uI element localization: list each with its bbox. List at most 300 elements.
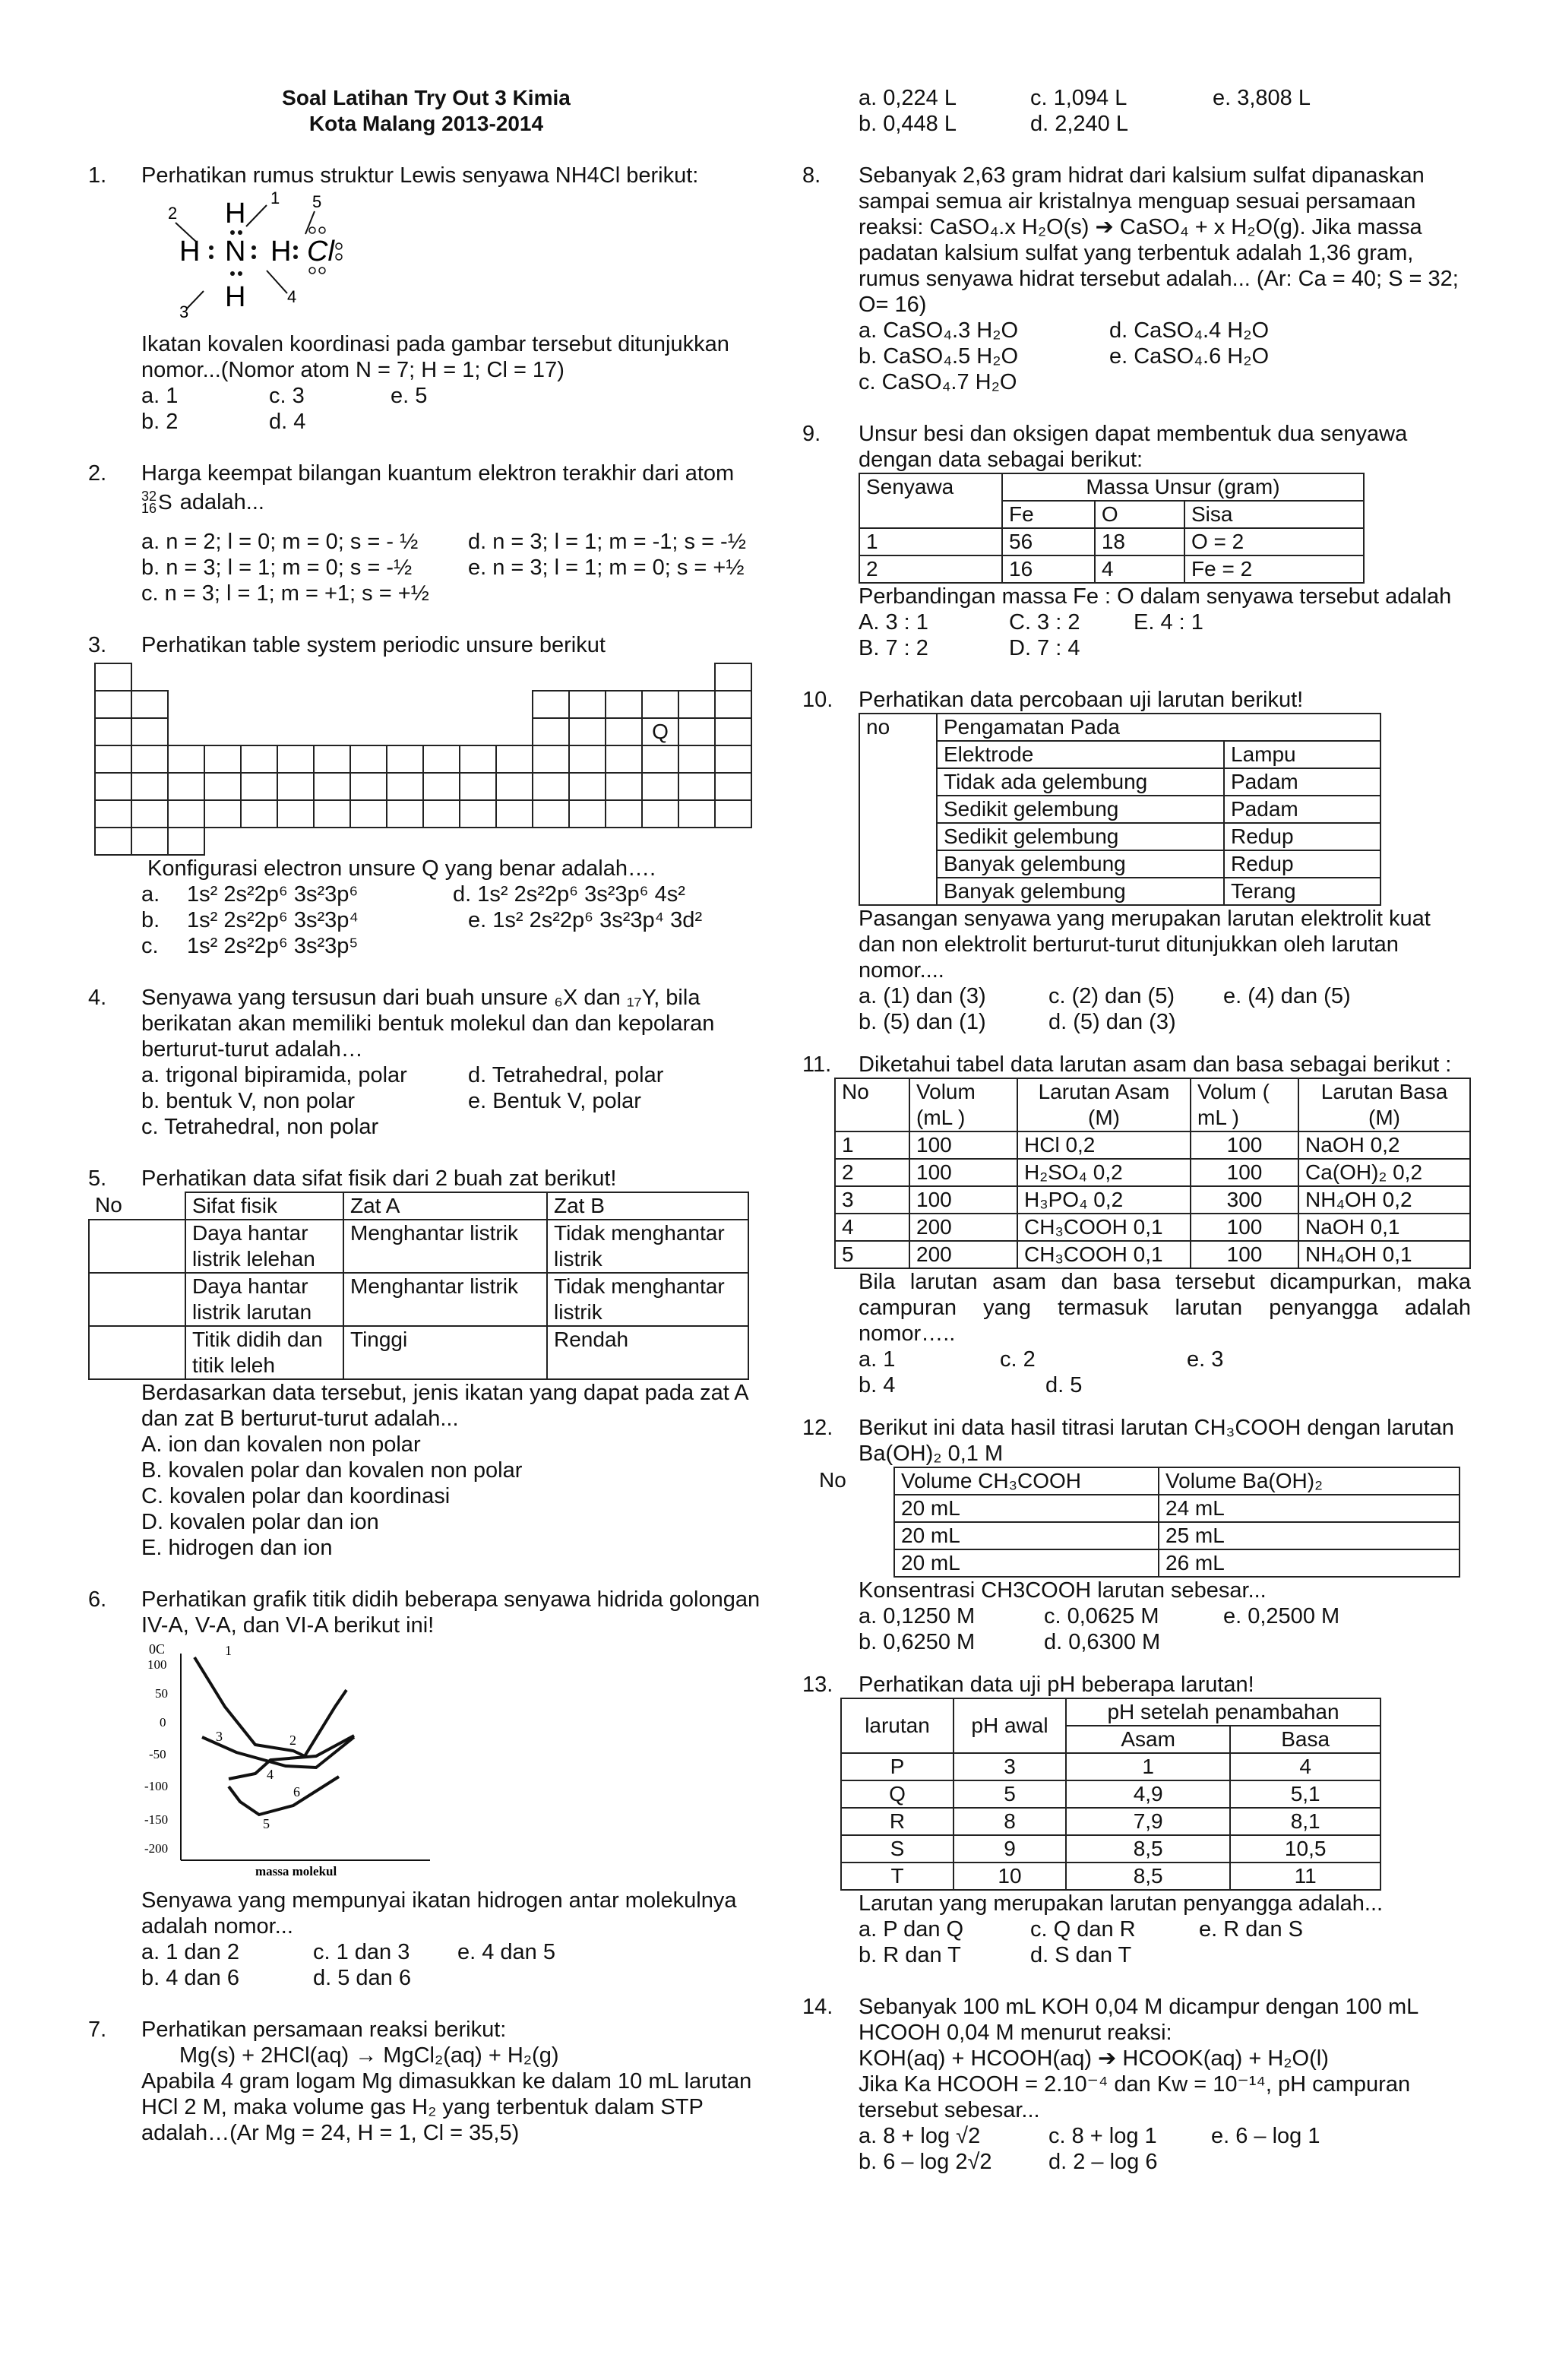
option-c[interactable]: c. 3 bbox=[269, 384, 305, 408]
element-q: Q bbox=[642, 718, 678, 745]
cell: 1 bbox=[1066, 1753, 1230, 1780]
lewis-structure-diagram bbox=[157, 188, 384, 325]
table-row bbox=[859, 768, 1380, 796]
curve-label-2: 2 bbox=[289, 1733, 296, 1748]
cell: 16 bbox=[1002, 555, 1095, 583]
option-e[interactable]: e. 0,2500 M bbox=[1223, 1604, 1340, 1628]
cell: CH₃COOH 0,1 bbox=[1017, 1241, 1191, 1268]
col-header-no: No bbox=[835, 1078, 909, 1131]
q7-option-b[interactable]: b. 0,448 L bbox=[859, 112, 957, 136]
option-b[interactable]: b. 2 bbox=[141, 410, 179, 434]
right-column bbox=[802, 85, 1471, 2175]
question-text-2: Pasangan senyawa yang merupakan larutan elektrolit kuat dan non elektrolit berturut-turut ditunjukkan oleh larutan nomor.... bbox=[859, 907, 1431, 983]
col-header-base: Larutan Basa (M) bbox=[1298, 1078, 1470, 1131]
option-b[interactable]: b. 4 dan 6 bbox=[141, 1966, 239, 1990]
option-d[interactable]: d. 2 – log 6 bbox=[1048, 2150, 1158, 2174]
cell: 200 bbox=[909, 1214, 1017, 1241]
question-number: 11. bbox=[802, 1052, 832, 1077]
option-d[interactable]: D. 7 : 4 bbox=[1009, 636, 1080, 660]
col-header-o: O bbox=[1095, 501, 1184, 528]
option-b[interactable]: B. 7 : 2 bbox=[859, 636, 928, 660]
col-header-ph-after: pH setelah penambahan bbox=[1066, 1698, 1380, 1726]
q7-option-a[interactable]: a. 0,224 L bbox=[859, 86, 957, 110]
table-row bbox=[859, 528, 1364, 555]
option-d[interactable]: d. 1s² 2s²2p⁶ 3s²3p⁶ 4s² bbox=[453, 882, 685, 907]
question-text-2: Berdasarkan data tersebut, jenis ikatan yang dapat pada zat A dan zat B berturut-turut adalah... bbox=[141, 1381, 748, 1431]
cell: Tidak menghantar listrik bbox=[547, 1220, 748, 1273]
cell: Tidak ada gelembung bbox=[937, 768, 1224, 796]
cell: Q bbox=[841, 1780, 954, 1808]
cell: Daya hantar listrik larutan bbox=[185, 1273, 343, 1326]
col-header-acid: Larutan Asam (M) bbox=[1017, 1078, 1191, 1131]
option-d[interactable]: d. Tetrahedral, polar bbox=[468, 1063, 664, 1087]
table-row bbox=[841, 1780, 1380, 1808]
cell: H₂SO₄ 0,2 bbox=[1017, 1159, 1191, 1186]
question-text: Perhatikan grafik titik didih beberapa senyawa hidrida golongan IV-A, V-A, dan VI-A berikut ini! bbox=[141, 1587, 761, 1638]
option-c[interactable]: c. 0,0625 M bbox=[1044, 1604, 1159, 1628]
left-column bbox=[88, 85, 764, 2146]
option-d[interactable]: d. 4 bbox=[269, 410, 306, 434]
question-text-2: adalah... bbox=[179, 490, 264, 514]
option-d[interactable]: d. 5 bbox=[1045, 1373, 1083, 1397]
cell: Ca(OH)₂ 0,2 bbox=[1298, 1159, 1470, 1186]
option-d[interactable]: d. (5) dan (3) bbox=[1048, 1010, 1176, 1034]
option-b[interactable]: b. bentuk V, non polar bbox=[141, 1089, 356, 1113]
option-b[interactable]: b. (5) dan (1) bbox=[859, 1010, 986, 1034]
cell: CH₃COOH 0,1 bbox=[1017, 1214, 1191, 1241]
option-c[interactable]: C. kovalen polar dan koordinasi bbox=[141, 1484, 451, 1508]
cell: 2 bbox=[835, 1159, 909, 1186]
cell: 5 bbox=[954, 1780, 1066, 1808]
col-header-base-volume: Volum ( mL ) bbox=[1191, 1078, 1298, 1131]
iron-oxide-table bbox=[859, 473, 1365, 584]
cell: HCl 0,2 bbox=[1017, 1131, 1191, 1159]
option-e[interactable]: E. hidrogen dan ion bbox=[141, 1536, 333, 1560]
question-number: 12. bbox=[802, 1416, 833, 1440]
cell: 100 bbox=[909, 1131, 1017, 1159]
y-tick: 0 bbox=[160, 1715, 166, 1730]
question-12 bbox=[802, 1415, 1471, 1655]
col-header-rest: Sisa bbox=[1184, 501, 1364, 528]
atomic-number: 16 bbox=[141, 501, 157, 516]
option-e[interactable]: e. R dan S bbox=[1199, 1917, 1304, 1942]
question-text-2: Larutan yang merupakan larutan penyangga adalah... bbox=[859, 1891, 1384, 1916]
cell: Menghantar listrik bbox=[343, 1273, 547, 1326]
question-text: Unsur besi dan oksigen dapat membentuk dua senyawa dengan data sebagai berikut: bbox=[859, 422, 1408, 472]
table-row bbox=[835, 1241, 1470, 1268]
option-c[interactable]: 1s² 2s²2p⁶ 3s²3p⁵ bbox=[187, 934, 359, 958]
atom-h-right: H bbox=[270, 236, 292, 267]
cell: R bbox=[841, 1808, 954, 1835]
cell: NH₄OH 0,1 bbox=[1298, 1241, 1470, 1268]
option-c[interactable]: c. (2) dan (5) bbox=[1048, 984, 1175, 1008]
option-a[interactable]: a. 8 + log √2 bbox=[859, 2124, 981, 2148]
reaction-equation: KOH(aq) + HCOOH(aq) ➔ HCOOK(aq) + H₂O(l) bbox=[859, 2046, 1329, 2071]
question-9 bbox=[802, 421, 1471, 661]
option-a[interactable]: a. 1 bbox=[859, 1347, 896, 1372]
option-d[interactable]: D. kovalen polar dan ion bbox=[141, 1510, 379, 1534]
table-row bbox=[835, 1186, 1470, 1214]
cell: 4 bbox=[1095, 555, 1184, 583]
q7-option-c[interactable]: c. 1,094 L bbox=[1030, 86, 1127, 110]
table-row bbox=[841, 1863, 1380, 1890]
col-header-property: Sifat fisik bbox=[185, 1192, 343, 1220]
question-number: 9. bbox=[802, 422, 821, 446]
titration-table bbox=[813, 1467, 1460, 1578]
curve-label-5: 5 bbox=[263, 1816, 270, 1831]
question-number: 1. bbox=[88, 163, 107, 188]
cell: Padam bbox=[1224, 768, 1380, 796]
cell: 20 mL bbox=[894, 1495, 1159, 1522]
col-header-mass: Massa Unsur (gram) bbox=[1002, 473, 1364, 501]
option-a-letter[interactable]: a. bbox=[141, 882, 160, 907]
question-text-2: Perbandingan massa Fe : O dalam senyawa tersebut adalah bbox=[859, 584, 1452, 609]
question-text-2: Konsentrasi CH3COOH larutan sebesar... bbox=[859, 1578, 1267, 1603]
cell: P bbox=[841, 1753, 954, 1780]
y-tick: -200 bbox=[144, 1841, 169, 1856]
y-tick: 100 bbox=[147, 1657, 167, 1672]
cell: Titik didih dan titik leleh bbox=[185, 1326, 343, 1379]
option-b-letter[interactable]: b. bbox=[141, 908, 160, 932]
col-header-no: No bbox=[819, 1468, 846, 1492]
question-11 bbox=[802, 1052, 1471, 1398]
option-e[interactable]: e. 4 dan 5 bbox=[457, 1940, 555, 1964]
option-e[interactable]: e. 3 bbox=[1187, 1347, 1224, 1372]
option-c[interactable]: c. 8 + log 1 bbox=[1048, 2124, 1157, 2148]
physical-properties-table bbox=[88, 1192, 749, 1380]
cell: 5,1 bbox=[1230, 1780, 1380, 1808]
table-row bbox=[859, 796, 1380, 823]
atom-n: N bbox=[225, 236, 246, 267]
question-text: Perhatikan persamaan reaksi berikut: bbox=[141, 2018, 507, 2042]
table-row bbox=[813, 1495, 1460, 1522]
cell: 1 bbox=[859, 528, 1002, 555]
option-d[interactable]: d. CaSO₄.4 H₂O bbox=[1109, 318, 1270, 343]
cell: 7,9 bbox=[1066, 1808, 1230, 1835]
cell: 100 bbox=[1191, 1131, 1298, 1159]
table-row bbox=[813, 1549, 1460, 1577]
cell: 100 bbox=[909, 1186, 1017, 1214]
diagram-label-1: 1 bbox=[270, 188, 280, 207]
cell: Redup bbox=[1224, 850, 1380, 878]
cell: 4,9 bbox=[1066, 1780, 1230, 1808]
acid-base-table bbox=[834, 1078, 1471, 1269]
question-number: 3. bbox=[88, 633, 107, 657]
cell: 20 mL bbox=[894, 1522, 1159, 1549]
question-text: Senyawa yang tersusun dari buah unsure ₆X dan ₁₇Y, bila berikatan akan memiliki bentuk molekul dan dan kepolaran berturut-turut adalah… bbox=[141, 986, 715, 1062]
y-tick: -100 bbox=[144, 1779, 169, 1793]
col-header-acid-volume: Volume CH₃COOH bbox=[894, 1467, 1159, 1495]
cell: 1 bbox=[835, 1131, 909, 1159]
option-a[interactable]: A. 3 : 1 bbox=[859, 610, 928, 635]
cell: 20 mL bbox=[894, 1549, 1159, 1577]
curve-label-3: 3 bbox=[216, 1729, 223, 1744]
option-e[interactable]: e. 6 – log 1 bbox=[1211, 2124, 1320, 2148]
option-e[interactable]: e. CaSO₄.6 H₂O bbox=[1109, 344, 1270, 369]
option-c[interactable]: c. Tetrahedral, non polar bbox=[141, 1115, 379, 1139]
option-c[interactable]: c. 1 dan 3 bbox=[313, 1940, 410, 1964]
table-row bbox=[859, 823, 1380, 850]
question-4 bbox=[88, 985, 764, 1140]
col-header-acid-volume: Volum (mL ) bbox=[909, 1078, 1017, 1131]
option-b[interactable]: b. 4 bbox=[859, 1373, 896, 1397]
option-b[interactable]: B. kovalen polar dan kovalen non polar bbox=[141, 1458, 523, 1483]
col-header-electrode: Elektrode bbox=[937, 741, 1224, 768]
cell: Tinggi bbox=[343, 1326, 547, 1379]
curve-label-6: 6 bbox=[293, 1784, 300, 1799]
option-d[interactable]: d. 5 dan 6 bbox=[313, 1966, 411, 1990]
option-b[interactable]: b. 0,6250 M bbox=[859, 1630, 976, 1654]
option-e[interactable]: e. Bentuk V, polar bbox=[468, 1089, 641, 1113]
question-8 bbox=[802, 163, 1471, 395]
cell: Sedikit gelembung bbox=[937, 823, 1224, 850]
table-row bbox=[859, 555, 1364, 583]
table-row bbox=[859, 850, 1380, 878]
cell: Sedikit gelembung bbox=[937, 796, 1224, 823]
question-text: Sebanyak 100 mL KOH 0,04 M dicampur dengan 100 mL HCOOH 0,04 M menurut reaksi: bbox=[859, 1995, 1418, 2045]
element-symbol: S bbox=[158, 490, 172, 514]
col-header-solution: larutan bbox=[841, 1698, 954, 1753]
diagram-label-4: 4 bbox=[287, 287, 297, 306]
option-b[interactable]: 1s² 2s²2p⁶ 3s²3p⁴ bbox=[187, 908, 359, 932]
option-b[interactable]: b. n = 3; l = 1; m = 0; s = -½ bbox=[141, 555, 413, 580]
option-a[interactable]: 1s² 2s²2p⁶ 3s²3p⁶ bbox=[187, 882, 359, 907]
cell: 100 bbox=[1191, 1214, 1298, 1241]
option-c[interactable]: C. 3 : 2 bbox=[1009, 610, 1080, 635]
question-text-2: Ikatan kovalen koordinasi pada gambar tersebut ditunjukkan nomor...(Nomor atom N = 7; H = 1; Cl = 17) bbox=[141, 332, 729, 382]
diagram-label-3: 3 bbox=[179, 302, 189, 321]
option-a[interactable]: a. n = 2; l = 0; m = 0; s = - ½ bbox=[141, 530, 419, 554]
option-d[interactable]: d. S dan T bbox=[1030, 1943, 1132, 1967]
question-number: 4. bbox=[88, 986, 107, 1010]
diagram-label-5: 5 bbox=[312, 192, 322, 211]
question-1 bbox=[88, 163, 764, 435]
cell: Banyak gelembung bbox=[937, 878, 1224, 905]
option-e[interactable]: E. 4 : 1 bbox=[1134, 610, 1203, 635]
reaction-equation: Mg(s) + 2HCl(aq) → MgCl₂(aq) + H₂(g) bbox=[179, 2043, 559, 2068]
cell: NH₄OH 0,2 bbox=[1298, 1186, 1470, 1214]
col-header-zat-a: Zat A bbox=[343, 1192, 547, 1220]
curve-label-4: 4 bbox=[267, 1767, 274, 1782]
question-number: 5. bbox=[88, 1166, 107, 1191]
cell: 24 mL bbox=[1159, 1495, 1460, 1522]
cell: 10 bbox=[954, 1863, 1066, 1890]
col-header-observation: Pengamatan Pada bbox=[937, 714, 1380, 741]
option-c[interactable]: c. n = 3; l = 1; m = +1; s = +½ bbox=[141, 581, 429, 606]
series-group-v-a bbox=[202, 1737, 354, 1768]
y-tick: -50 bbox=[149, 1747, 166, 1761]
doc-title: Soal Latihan Try Out 3 Kimia bbox=[282, 86, 571, 109]
sulfur-symbol bbox=[141, 490, 172, 514]
cell: Padam bbox=[1224, 796, 1380, 823]
cell: Fe = 2 bbox=[1184, 555, 1364, 583]
question-number: 13. bbox=[802, 1673, 833, 1697]
question-text-2: Senyawa yang mempunyai ikatan hidrogen antar molekulnya adalah nomor... bbox=[141, 1888, 737, 1938]
cell: 26 mL bbox=[1159, 1549, 1460, 1577]
question-number: 7. bbox=[88, 2018, 107, 2042]
option-a[interactable]: A. ion dan kovalen non polar bbox=[141, 1432, 421, 1457]
option-a[interactable]: a. P dan Q bbox=[859, 1917, 964, 1942]
col-header-no: no bbox=[859, 714, 937, 905]
table-row bbox=[841, 1835, 1380, 1863]
question-number: 2. bbox=[88, 461, 107, 486]
boiling-point-graph bbox=[141, 1638, 445, 1882]
question-number: 14. bbox=[802, 1995, 833, 2019]
cell: S bbox=[841, 1835, 954, 1863]
question-text: Berikut ini data hasil titrasi larutan CH₃COOH dengan larutan Ba(OH)₂ 0,1 M bbox=[859, 1416, 1454, 1466]
option-a[interactable]: a. 1 dan 2 bbox=[141, 1940, 239, 1964]
col-header-lamp: Lampu bbox=[1224, 741, 1380, 768]
cell: 4 bbox=[835, 1214, 909, 1241]
option-e[interactable]: e. (4) dan (5) bbox=[1223, 984, 1351, 1008]
cell: 5 bbox=[835, 1241, 909, 1268]
question-13 bbox=[802, 1672, 1471, 1968]
question-text-2: Jika Ka HCOOH = 2.10⁻⁴ dan Kw = 10⁻¹⁴, pH campuran tersebut sebesar... bbox=[859, 2072, 1411, 2122]
col-header-initial-ph: pH awal bbox=[954, 1698, 1066, 1753]
y-tick: -150 bbox=[144, 1812, 169, 1827]
table-row bbox=[841, 1808, 1380, 1835]
cell: 8,5 bbox=[1066, 1863, 1230, 1890]
question-text-2: Konfigurasi electron unsure Q yang benar adalah…. bbox=[147, 856, 656, 881]
question-text-2: Bila larutan asam dan basa tersebut dicampurkan, maka campuran yang termasuk larutan penyangga adalah nomor….. bbox=[859, 1270, 1471, 1346]
atom-h-top: H bbox=[225, 198, 246, 229]
atom-cl: Cl bbox=[307, 236, 334, 267]
y-unit-label: 0C bbox=[149, 1641, 166, 1657]
question-text: Perhatikan table system periodic unsure berikut bbox=[141, 633, 606, 657]
option-d[interactable]: d. 0,6300 M bbox=[1044, 1630, 1161, 1654]
question-text: Sebanyak 2,63 gram hidrat dari kalsium sulfat dipanaskan sampai semua air kristalnya menguap sesuai persamaan reaksi: CaSO₄.x H₂O(s) ➔ CaSO₄ + x H₂O(g). Jika massa padatan kalsium sulfat yang terbentuk adalah 1,36 gram, rumus senyawa hidrat tersebut adalah... (Ar: Ca = 40; S = 32; O= 16) bbox=[859, 163, 1459, 317]
cell: Tidak menghantar listrik bbox=[547, 1273, 748, 1326]
series-curve-lower bbox=[229, 1777, 339, 1815]
periodic-table bbox=[94, 663, 752, 856]
option-c[interactable]: c. CaSO₄.7 H₂O bbox=[859, 370, 1017, 394]
cell: 25 mL bbox=[1159, 1522, 1460, 1549]
y-tick: 50 bbox=[155, 1686, 168, 1701]
cell: 56 bbox=[1002, 528, 1095, 555]
table-row bbox=[89, 1220, 748, 1273]
cell: 200 bbox=[909, 1241, 1017, 1268]
cell: Rendah bbox=[547, 1326, 748, 1379]
question-number: 8. bbox=[802, 163, 821, 188]
question-number: 10. bbox=[802, 688, 833, 712]
cell: O = 2 bbox=[1184, 528, 1364, 555]
cell: 11 bbox=[1230, 1863, 1380, 1890]
cell: Redup bbox=[1224, 823, 1380, 850]
question-text: Perhatikan rumus struktur Lewis senyawa NH4Cl berikut: bbox=[141, 163, 699, 188]
q7-option-e[interactable]: e. 3,808 L bbox=[1213, 86, 1311, 110]
cell: NaOH 0,2 bbox=[1298, 1131, 1470, 1159]
atom-h-left: H bbox=[179, 236, 201, 267]
q7-option-d[interactable]: d. 2,240 L bbox=[1030, 112, 1128, 136]
table-row bbox=[835, 1159, 1470, 1186]
cell: 2 bbox=[859, 555, 1002, 583]
cell: 8 bbox=[954, 1808, 1066, 1835]
option-a[interactable]: a. 1 bbox=[141, 384, 179, 408]
cell: 3 bbox=[835, 1186, 909, 1214]
table-row bbox=[89, 1273, 748, 1326]
doc-subtitle: Kota Malang 2013-2014 bbox=[308, 112, 544, 135]
mass-number: 32 bbox=[141, 489, 157, 504]
x-axis-label: massa molekul bbox=[255, 1864, 337, 1878]
cell: 4 bbox=[1230, 1753, 1380, 1780]
atom-h-bottom: H bbox=[225, 281, 246, 313]
question-text: Diketahui tabel data larutan asam dan basa sebagai berikut : bbox=[859, 1052, 1452, 1077]
cell: Menghantar listrik bbox=[343, 1220, 547, 1273]
cell: Banyak gelembung bbox=[937, 850, 1224, 878]
cell: H₃PO₄ 0,2 bbox=[1017, 1186, 1191, 1214]
option-a[interactable]: a. (1) dan (3) bbox=[859, 984, 986, 1008]
question-7 bbox=[88, 2017, 764, 2146]
option-e[interactable]: e. 5 bbox=[391, 384, 428, 408]
table-row bbox=[859, 878, 1380, 905]
option-b[interactable]: b. 6 – log 2√2 bbox=[859, 2150, 992, 2174]
question-14 bbox=[802, 1994, 1471, 2175]
cell: 300 bbox=[1191, 1186, 1298, 1214]
question-text: Perhatikan data sifat fisik dari 2 buah zat berikut! bbox=[141, 1166, 617, 1191]
cell: NaOH 0,1 bbox=[1298, 1214, 1470, 1241]
cell: 18 bbox=[1095, 528, 1184, 555]
table-row bbox=[89, 1326, 748, 1379]
curve-label-1: 1 bbox=[225, 1643, 232, 1658]
cell: 3 bbox=[954, 1753, 1066, 1780]
cell: T bbox=[841, 1863, 954, 1890]
cell: 8,5 bbox=[1066, 1835, 1230, 1863]
cell: 8,1 bbox=[1230, 1808, 1380, 1835]
question-5 bbox=[88, 1166, 764, 1561]
option-e[interactable]: e. n = 3; l = 1; m = 0; s = +½ bbox=[468, 555, 745, 580]
question-3 bbox=[88, 632, 764, 959]
table-row bbox=[835, 1131, 1470, 1159]
col-header-no: No bbox=[95, 1193, 122, 1217]
question-10 bbox=[802, 687, 1471, 1035]
col-header-fe: Fe bbox=[1002, 501, 1095, 528]
ph-test-table bbox=[840, 1698, 1381, 1891]
cell: 100 bbox=[909, 1159, 1017, 1186]
option-a[interactable]: a. trigonal bipiramida, polar bbox=[141, 1063, 407, 1087]
question-text: Perhatikan data percobaan uji larutan berikut! bbox=[859, 688, 1304, 712]
question-text-2: Apabila 4 gram logam Mg dimasukkan ke dalam 10 mL larutan HCl 2 M, maka volume gas H₂ yang terbentuk dalam STP adalah…(Ar Mg = 24, H = 1, Cl = 35,5) bbox=[141, 2069, 752, 2145]
option-e[interactable]: e. 1s² 2s²2p⁶ 3s²3p⁴ 3d² bbox=[468, 908, 703, 932]
question-6 bbox=[88, 1587, 764, 1991]
option-c-letter[interactable]: c. bbox=[141, 934, 159, 958]
option-d[interactable]: d. n = 3; l = 1; m = -1; s = -½ bbox=[468, 530, 746, 554]
diagram-label-2: 2 bbox=[168, 204, 178, 223]
cell: 10,5 bbox=[1230, 1835, 1380, 1863]
question-number: 6. bbox=[88, 1587, 107, 1612]
col-header-zat-b: Zat B bbox=[547, 1192, 748, 1220]
cell: 9 bbox=[954, 1835, 1066, 1863]
table-row bbox=[813, 1522, 1460, 1549]
option-a[interactable]: a. 0,1250 M bbox=[859, 1604, 976, 1628]
question-text: Perhatikan data uji pH beberapa larutan! bbox=[859, 1673, 1254, 1697]
option-c[interactable]: c. 2 bbox=[1000, 1347, 1036, 1372]
col-header-base-volume: Volume Ba(OH)₂ bbox=[1159, 1467, 1460, 1495]
option-b[interactable]: b. R dan T bbox=[859, 1943, 961, 1967]
table-row bbox=[835, 1214, 1470, 1241]
table-row bbox=[841, 1753, 1380, 1780]
option-a[interactable]: a. CaSO₄.3 H₂O bbox=[859, 318, 1019, 343]
option-b[interactable]: b. CaSO₄.5 H₂O bbox=[859, 344, 1019, 369]
cell: Terang bbox=[1224, 878, 1380, 905]
cell: 100 bbox=[1191, 1159, 1298, 1186]
cell: 100 bbox=[1191, 1241, 1298, 1268]
col-header-base: Basa bbox=[1230, 1726, 1380, 1753]
col-header-acid: Asam bbox=[1066, 1726, 1230, 1753]
col-header-compound: Senyawa bbox=[859, 473, 1002, 528]
question-2 bbox=[88, 460, 764, 606]
option-c[interactable]: c. Q dan R bbox=[1030, 1917, 1136, 1942]
cell: Daya hantar listrik lelehan bbox=[185, 1220, 343, 1273]
